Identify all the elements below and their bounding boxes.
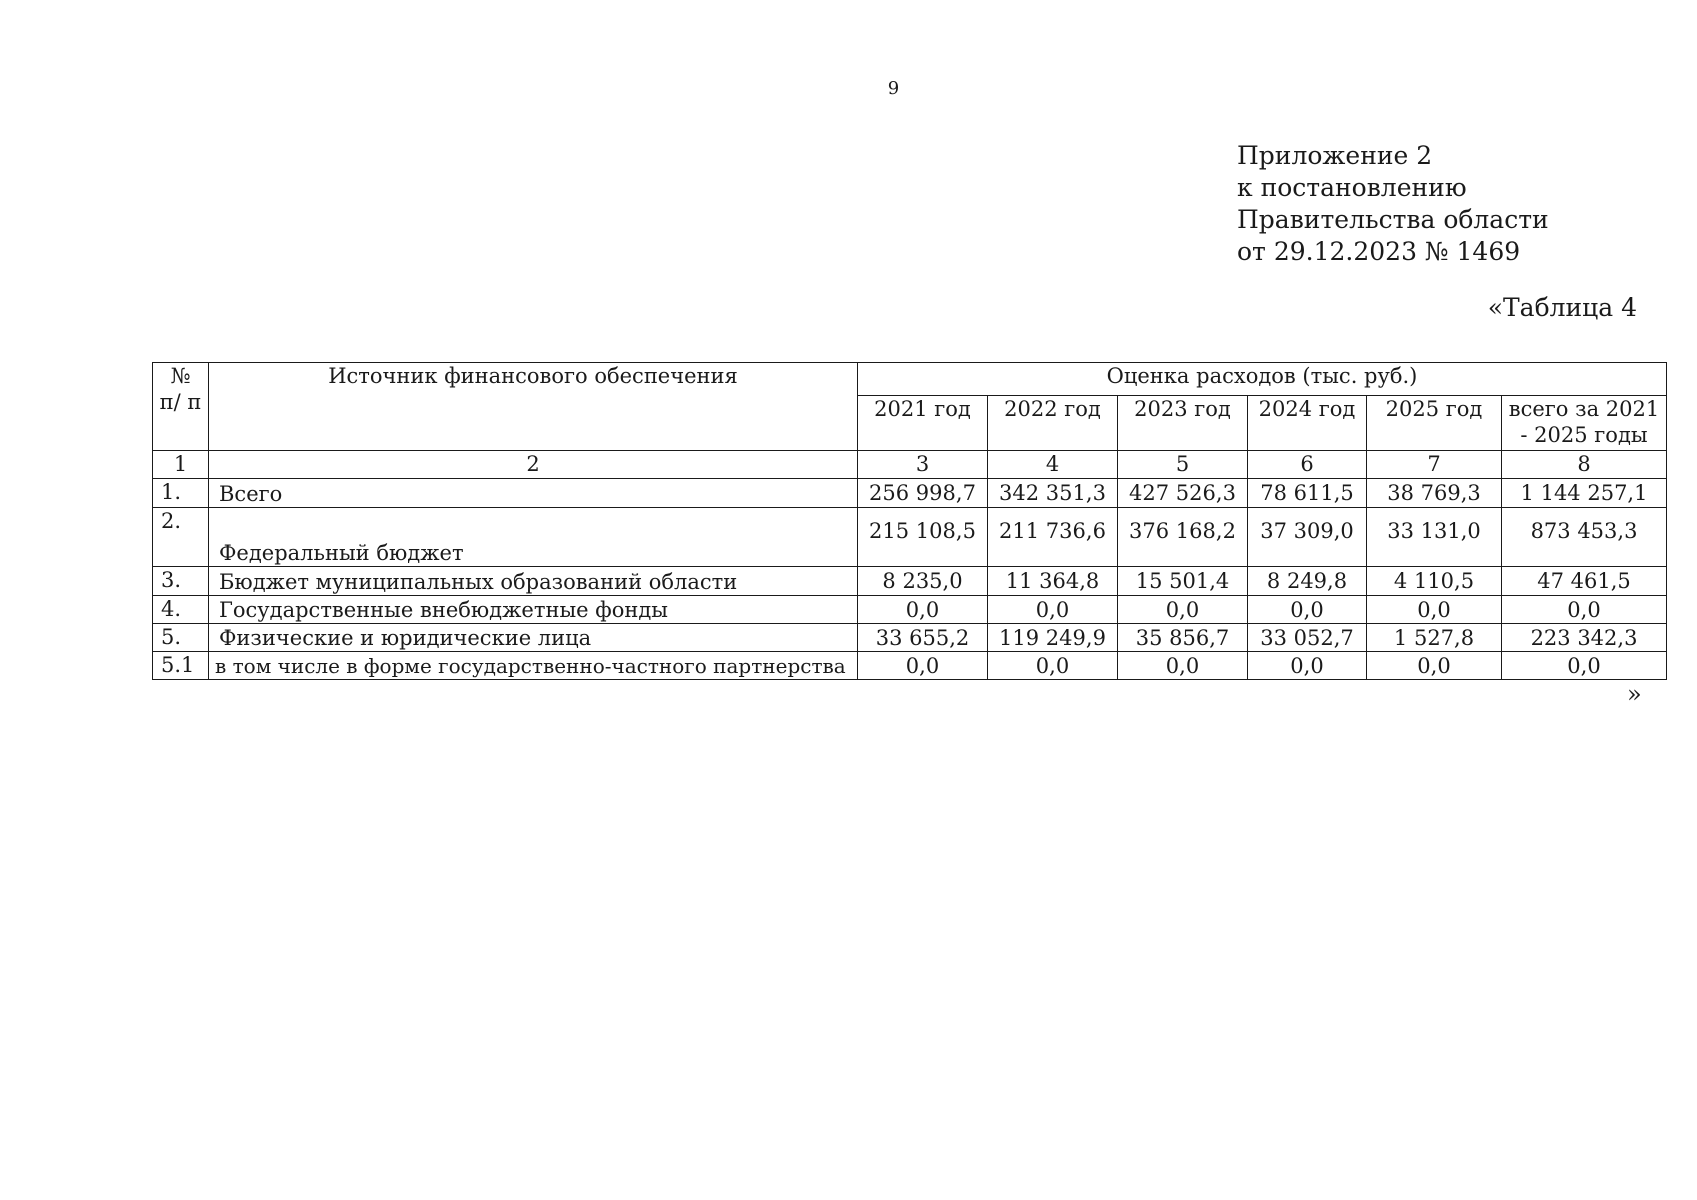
row-value: 1 527,8 (1367, 624, 1502, 652)
row-value: 8 235,0 (858, 567, 988, 596)
row-source: Федеральный бюджет (209, 508, 858, 567)
header-year-2025: 2025 год (1367, 396, 1502, 451)
row-value: 427 526,3 (1118, 479, 1248, 508)
row-value: 0,0 (1502, 596, 1667, 624)
row-value: 33 052,7 (1248, 624, 1367, 652)
row-number: 5. (153, 624, 209, 652)
row-value: 47 461,5 (1502, 567, 1667, 596)
table-row (153, 624, 1667, 652)
appendix-line-3: Правительства области (1237, 205, 1549, 234)
row-value: 0,0 (1118, 596, 1248, 624)
column-index: 4 (988, 451, 1118, 479)
header-number: № п/ п (153, 363, 209, 451)
header-total: всего за 2021 - 2025 годы (1502, 396, 1667, 451)
column-index: 7 (1367, 451, 1502, 479)
appendix-line-2: к постановлению (1237, 173, 1467, 202)
row-value: 33 655,2 (858, 624, 988, 652)
row-source: в том числе в форме государственно-частного партнерства (209, 652, 858, 680)
appendix-heading (1237, 140, 1549, 268)
table-row (153, 508, 1667, 567)
row-value: 873 453,3 (1502, 508, 1667, 567)
row-value: 0,0 (1367, 596, 1502, 624)
row-value: 33 131,0 (1367, 508, 1502, 567)
table-caption: «Таблица 4 (1487, 293, 1637, 322)
row-value: 342 351,3 (988, 479, 1118, 508)
row-source: Бюджет муниципальных образований области (209, 567, 858, 596)
row-value: 4 110,5 (1367, 567, 1502, 596)
column-index: 3 (858, 451, 988, 479)
appendix-line-4: от 29.12.2023 № 1469 (1237, 237, 1521, 266)
row-value: 223 342,3 (1502, 624, 1667, 652)
row-value: 0,0 (1248, 652, 1367, 680)
row-value: 11 364,8 (988, 567, 1118, 596)
row-value: 38 769,3 (1367, 479, 1502, 508)
appendix-line-1: Приложение 2 (1237, 141, 1433, 170)
row-value: 211 736,6 (988, 508, 1118, 567)
column-index-row (153, 451, 1667, 479)
row-value: 0,0 (1367, 652, 1502, 680)
row-number: 3. (153, 567, 209, 596)
column-index: 2 (209, 451, 858, 479)
header-year-2022: 2022 год (988, 396, 1118, 451)
header-expense-estimate: Оценка расходов (тыс. руб.) (858, 363, 1667, 396)
row-source: Государственные внебюджетные фонды (209, 596, 858, 624)
column-index: 5 (1118, 451, 1248, 479)
row-value: 119 249,9 (988, 624, 1118, 652)
row-value: 0,0 (988, 652, 1118, 680)
table-row (153, 479, 1667, 508)
table-row (153, 567, 1667, 596)
row-value: 0,0 (1502, 652, 1667, 680)
row-source: Всего (209, 479, 858, 508)
header-source: Источник финансового обеспечения (209, 363, 858, 451)
row-value: 376 168,2 (1118, 508, 1248, 567)
row-value: 78 611,5 (1248, 479, 1367, 508)
row-value: 37 309,0 (1248, 508, 1367, 567)
row-value: 8 249,8 (1248, 567, 1367, 596)
row-value: 256 998,7 (858, 479, 988, 508)
column-index: 6 (1248, 451, 1367, 479)
row-number: 4. (153, 596, 209, 624)
header-year-2021: 2021 год (858, 396, 988, 451)
row-number: 2. (153, 508, 209, 567)
header-year-2024: 2024 год (1248, 396, 1367, 451)
row-value: 0,0 (1248, 596, 1367, 624)
row-value: 0,0 (988, 596, 1118, 624)
table-row (153, 596, 1667, 624)
row-value: 35 856,7 (1118, 624, 1248, 652)
row-number: 5.1 (153, 652, 209, 680)
row-value: 0,0 (1118, 652, 1248, 680)
row-source: Физические и юридические лица (209, 624, 858, 652)
financing-table (152, 362, 1667, 680)
row-value: 1 144 257,1 (1502, 479, 1667, 508)
header-year-2023: 2023 год (1118, 396, 1248, 451)
row-number: 1. (153, 479, 209, 508)
column-index: 8 (1502, 451, 1667, 479)
row-value: 0,0 (858, 596, 988, 624)
row-value: 0,0 (858, 652, 988, 680)
closing-quote: » (1627, 680, 1642, 708)
page-number: 9 (887, 78, 900, 99)
row-value: 15 501,4 (1118, 567, 1248, 596)
column-index: 1 (153, 451, 209, 479)
table-row (153, 652, 1667, 680)
row-value: 215 108,5 (858, 508, 988, 567)
